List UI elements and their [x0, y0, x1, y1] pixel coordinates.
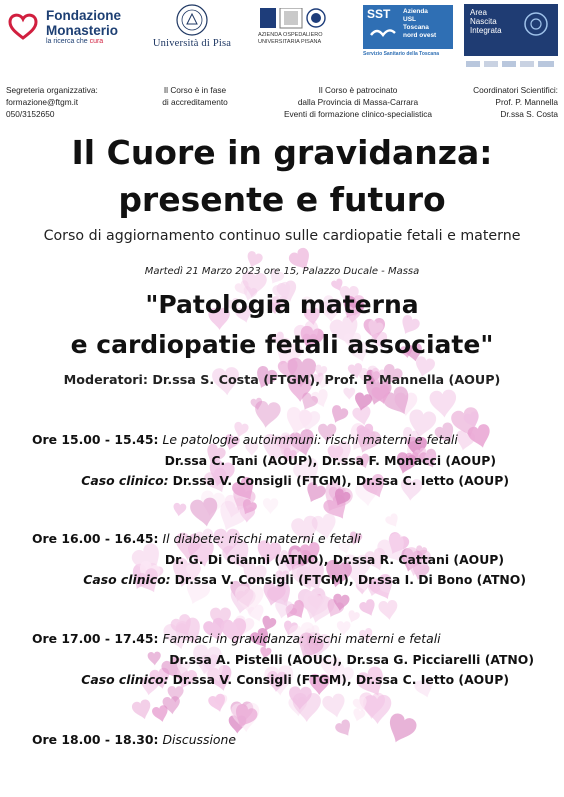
program-item-1-case	[81, 473, 509, 489]
seagull-icon	[369, 23, 397, 45]
session-title-line2: e cardiopatie fetali associate"	[70, 330, 494, 359]
fondazione-name	[46, 8, 121, 38]
segreteria-label: Segreteria organizzativa:	[6, 85, 98, 95]
usl-line2: USL	[403, 16, 416, 23]
heart-decoration	[131, 698, 154, 721]
program-item-3-heading	[32, 631, 441, 647]
fondazione-line2: Monasterio	[46, 23, 119, 38]
usl-sst: SST	[367, 7, 391, 21]
program-topic: Farmaci in gravidanza: rischi materni e fetali	[162, 631, 441, 646]
usl-toscana-logo	[363, 5, 455, 59]
case-speakers: Dr.ssa V. Consigli (FTGM), Dr.ssa I. Di Bono (ATNO)	[174, 572, 526, 587]
heart-decoration	[263, 498, 279, 514]
heart-decoration	[358, 598, 379, 619]
heart-decoration	[334, 718, 355, 739]
patrocinio-line2: dalla Provincia di Massa-Carrara	[297, 97, 419, 107]
program-item-3-case	[81, 672, 509, 688]
usl-line1: Azienda	[403, 8, 428, 15]
aoup-line2: UNIVERSITARIA PISANA	[258, 39, 322, 45]
ani-line2: Nascita	[470, 17, 497, 26]
heart-decoration	[384, 512, 402, 530]
heart-decoration	[363, 695, 392, 724]
usl-line4: nord ovest	[403, 32, 437, 39]
course-subtitle: Corso di aggiornamento continuo sulle cardiopatie fetali e materne	[43, 228, 521, 244]
tagline-accent: cura	[89, 38, 104, 45]
university-seal-icon	[176, 4, 208, 36]
coordinatore-2: Dr.ssa S. Costa	[500, 109, 558, 119]
heart-decoration	[172, 502, 187, 517]
segreteria-phone: 050/3152650	[6, 109, 55, 119]
program-item-4-heading	[32, 732, 236, 748]
usl-name	[403, 8, 436, 40]
area-nascita-integrata-logo	[464, 4, 558, 68]
program-time: Ore 16.00 - 16.45:	[32, 531, 159, 546]
segreteria-email: formazione@ftgm.it	[6, 97, 79, 107]
heart-logo-icon	[8, 12, 38, 40]
tagline-prefix: la ricerca che	[46, 38, 90, 45]
accreditamento-note	[145, 84, 245, 108]
case-speakers: Dr.ssa V. Consigli (FTGM), Dr.ssa C. Ietto (AOUP)	[172, 672, 509, 687]
main-title-line1: Il Cuore in gravidanza:	[71, 133, 493, 172]
coordinatore-1: Prof. P. Mannella	[495, 97, 558, 107]
moderators: Moderatori: Dr.ssa S. Costa (FTGM), Prof. P. Mannella (AOUP)	[63, 372, 501, 387]
session-title-line1: "Patologia materna	[145, 290, 419, 319]
heart-decoration	[147, 651, 161, 665]
usl-blue-panel	[363, 5, 453, 49]
ani-name	[470, 8, 502, 35]
program-item-2-heading	[32, 531, 361, 547]
program-topic: Discussione	[162, 732, 236, 747]
heart-decoration	[189, 497, 220, 529]
heart-decoration	[343, 388, 355, 400]
aoup-line1: AZIENDA OSPEDALIERO	[258, 32, 323, 38]
coordinatori-scientifici	[473, 84, 558, 120]
coordinatori-label: Coordinatori Scientifici:	[473, 85, 558, 95]
heart-decoration	[351, 708, 366, 724]
fondazione-monasterio-logo	[8, 8, 128, 44]
aoup-logo	[258, 8, 338, 52]
patrocinio-note	[262, 84, 454, 120]
heart-decoration	[328, 404, 350, 426]
patrocinio-line1: Il Corso è patrocinato	[318, 85, 398, 95]
case-label: Caso clinico:	[83, 572, 171, 587]
ani-line1: Area	[470, 8, 487, 17]
heart-decoration	[378, 599, 399, 621]
program-item-3-speakers: Dr.ssa A. Pistelli (AOUC), Dr.ssa G. Picciarelli (ATNO)	[169, 652, 534, 667]
heart-decoration	[321, 692, 348, 720]
event-date-location: Martedì 21 Marzo 2023 ore 15, Palazzo Ducale - Massa	[144, 266, 420, 277]
program-time: Ore 18.00 - 18.30:	[32, 732, 159, 747]
program-item-1-speakers: Dr.ssa C. Tani (AOUP), Dr.ssa F. Monacci (AOUP)	[164, 453, 496, 468]
program-time: Ore 17.00 - 17.45:	[32, 631, 159, 646]
program-topic: Le patologie autoimmuni: rischi materni e fetali	[162, 432, 458, 447]
baby-icon	[520, 10, 552, 46]
main-title-line2: presente e futuro	[118, 180, 446, 219]
program-topic: Il diabete: rischi materni e fetali	[162, 531, 361, 546]
program-item-2-speakers: Dr. G. Di Cianni (ATNO), Dr.ssa R. Cattani (AOUP)	[164, 552, 504, 567]
program-item-1-heading	[32, 432, 458, 448]
accreditamento-line1: Il Corso è in fase	[163, 85, 227, 95]
heart-decoration	[383, 711, 419, 747]
case-speakers: Dr.ssa V. Consigli (FTGM), Dr.ssa C. Ietto (AOUP)	[172, 473, 509, 488]
usl-line3: Toscana	[403, 24, 429, 31]
aoup-emblem-icon	[260, 8, 332, 30]
case-label: Caso clinico:	[81, 672, 169, 687]
program-time: Ore 15.00 - 15.45:	[32, 432, 159, 447]
accreditamento-line2: di accreditamento	[162, 97, 228, 107]
program-item-2-case	[83, 572, 526, 588]
unipi-name: Università di Pisa	[152, 38, 232, 49]
usl-servizio-text: Servizio Sanitario della Toscana	[363, 51, 440, 57]
fondazione-tagline	[46, 38, 103, 45]
ani-panel	[464, 4, 558, 56]
fondazione-line1: Fondazione	[46, 8, 121, 23]
partner-badges-icon	[466, 60, 556, 68]
ani-line3: Integrata	[470, 26, 502, 35]
patrocinio-line3: Eventi di formazione clinico-specialistica	[283, 109, 433, 119]
case-label: Caso clinico:	[81, 473, 169, 488]
universita-di-pisa-logo	[142, 4, 242, 52]
segreteria-organizzativa	[6, 84, 98, 120]
aoup-name	[258, 32, 323, 46]
